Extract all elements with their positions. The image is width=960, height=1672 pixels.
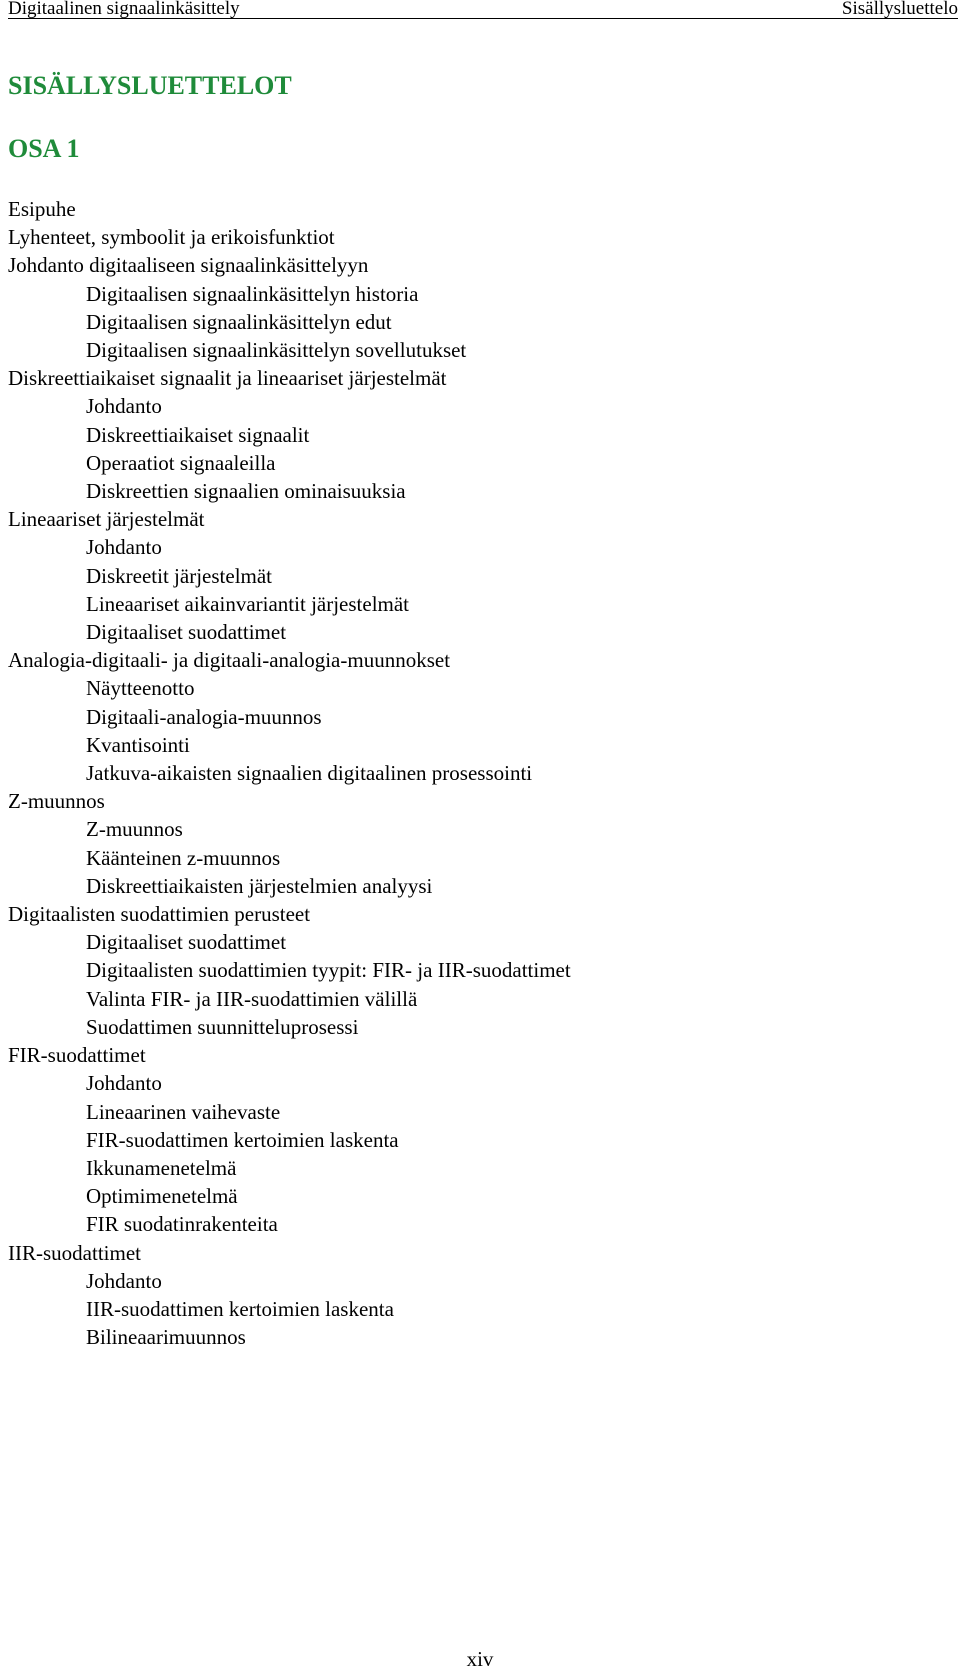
header-book-title: Digitaalinen signaalinkäsittely: [8, 0, 240, 19]
toc-chapter: Lyhenteet, symboolit ja erikoisfunktiot: [8, 225, 335, 250]
toc-section: Digitaalisen signaalinkäsittelyn historia: [86, 281, 419, 306]
toc-chapter: IIR-suodattimet: [8, 1240, 141, 1265]
toc-section: Diskreetit järjestelmät: [86, 563, 273, 588]
toc-chapter: FIR-suodattimet: [8, 1043, 146, 1068]
toc-section: Käänteinen z-muunnos: [86, 845, 281, 870]
toc-section: IIR-suodattimen kertoimien laskenta: [86, 1296, 394, 1321]
toc-chapter: Analogia-digitaali- ja digitaali-analogia-muunnokset: [8, 648, 451, 673]
header-section-title: Sisällysluettelo: [841, 0, 958, 19]
toc-chapter: Digitaalisten suodattimien perusteet: [8, 902, 311, 927]
toc-section: Diskreettiaikaisten järjestelmien analyysi: [86, 873, 433, 898]
page-number: xiv: [466, 1647, 494, 1671]
toc-chapter: Lineaariset järjestelmät: [8, 507, 205, 532]
toc-section: Digitaaliset suodattimet: [86, 620, 287, 645]
toc-chapter: Z-muunnos: [8, 789, 105, 814]
part-heading: OSA 1: [8, 134, 80, 163]
toc-section: Johdanto: [86, 1268, 162, 1293]
toc-section: Z-muunnos: [86, 817, 183, 842]
toc-section: FIR-suodattimen kertoimien laskenta: [86, 1127, 399, 1152]
page-title: SISÄLLYSLUETTELOT: [8, 71, 292, 100]
toc-section: Digitaalisen signaalinkäsittelyn edut: [86, 309, 392, 334]
toc-section: Digitaalisen signaalinkäsittelyn sovellutukset: [86, 338, 467, 363]
toc-section: Ikkunamenetelmä: [86, 1155, 237, 1180]
toc-section: Johdanto: [86, 394, 162, 419]
toc-section: Lineaariset aikainvariantit järjestelmät: [86, 591, 410, 616]
toc-chapter: Esipuhe: [8, 197, 76, 221]
toc-chapter: Johdanto digitaaliseen signaalinkäsittelyyn: [8, 253, 369, 278]
toc-section: Näytteenotto: [86, 676, 195, 701]
toc-section: Operaatiot signaaleilla: [86, 450, 276, 475]
toc-section: FIR suodatinrakenteita: [86, 1212, 278, 1237]
toc-chapter: Diskreettiaikaiset signaalit ja lineaariset järjestelmät: [8, 366, 447, 391]
toc-section: Lineaarinen vaihevaste: [86, 1099, 281, 1124]
toc-section: Diskreettiaikaiset signaalit: [86, 422, 310, 447]
toc-section: Diskreettien signaalien ominaisuuksia: [86, 479, 406, 504]
toc-section: Suodattimen suunnitteluprosessi: [86, 1014, 359, 1039]
table-of-contents: [8, 195, 571, 1351]
toc-section: Johdanto: [86, 535, 162, 560]
toc-section: Digitaalisten suodattimien tyypit: FIR- ja IIR-suodattimet: [86, 958, 571, 983]
toc-section: Digitaali-analogia-muunnos: [86, 704, 322, 729]
toc-section: Johdanto: [86, 1071, 162, 1096]
toc-section: Bilineaarimuunnos: [86, 1325, 246, 1350]
toc-section: Valinta FIR- ja IIR-suodattimien välillä: [86, 986, 418, 1011]
toc-section: Optimimenetelmä: [86, 1184, 238, 1209]
toc-section: Digitaaliset suodattimet: [86, 930, 287, 955]
toc-section: Jatkuva-aikaisten signaalien digitaalinen prosessointi: [86, 761, 533, 786]
running-header: [8, 0, 958, 19]
toc-section: Kvantisointi: [86, 732, 190, 757]
